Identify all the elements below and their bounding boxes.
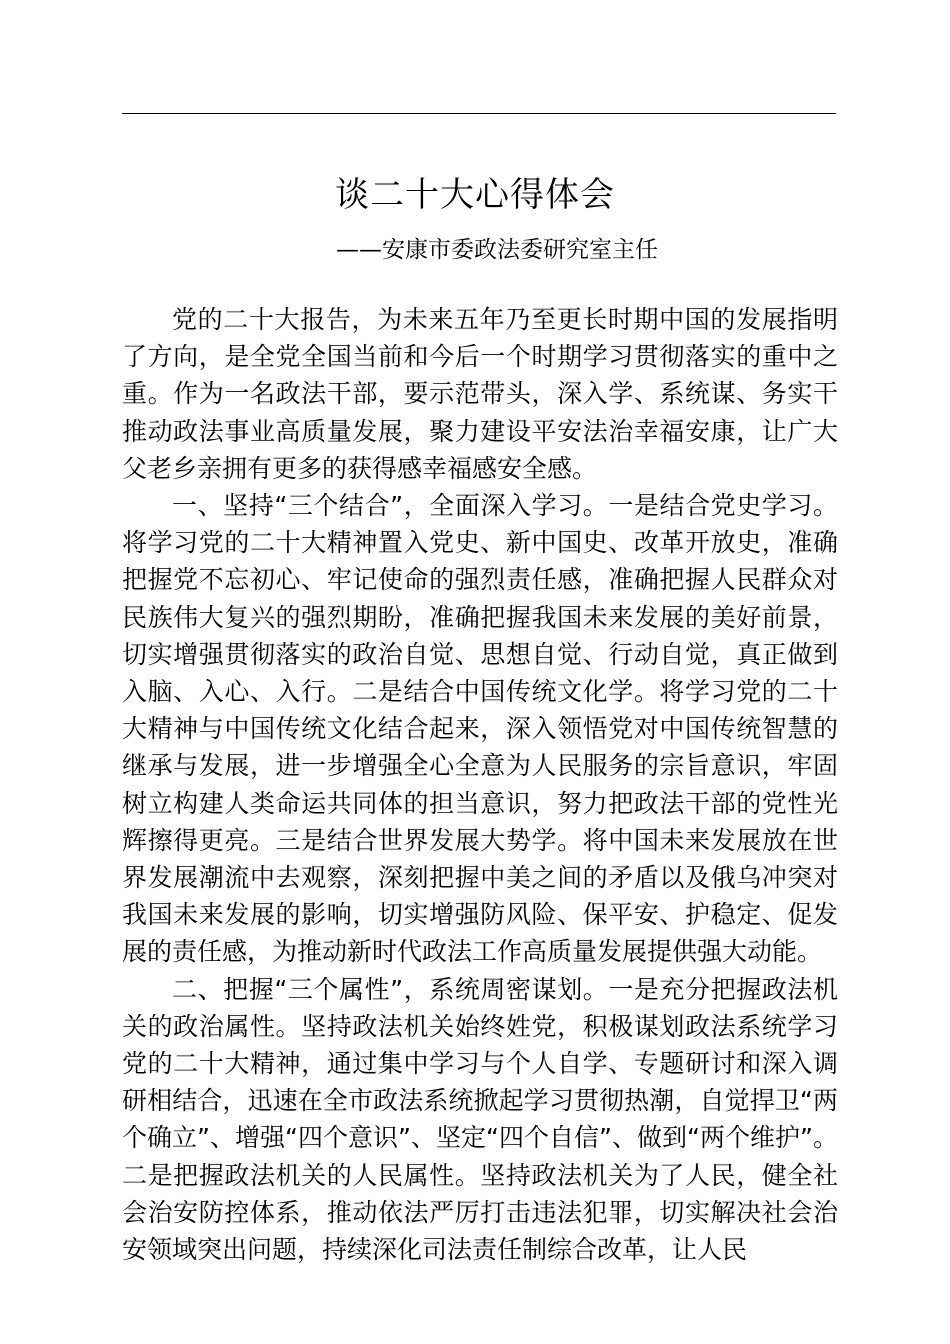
document-title: 谈二十大心得体会 (335, 175, 615, 215)
paragraph-section-one: 一、坚持“三个结合”，全面深入学习。一是结合党史学习。将学习党的二十大精神置入党史、新中国史、改革开放史，准确把握党不忘初心、牢记使命的强烈责任感，准确把握人民群众对民族伟大复兴的强烈期盼，准确把握我国未来发展的美好前景，切实增强贯彻落实的政治自觉、思想自觉、行动自觉，真正做到入脑、入心、入行。二是结合中国传统文化学。将学习党的二十大精神与中国传统文化结合起来，深入领悟党对中国传统智慧的继承与发展，进一步增强全心全意为人民服务的宗旨意识，牢固树立构建人类命运共同体的担当意识，努力把政法干部的党性光辉擦得更亮。三是结合世界发展大势学。将中国未来发展放在世界发展潮流中去观察，深刻把握中美之间的矛盾以及俄乌冲突对我国未来发展的影响，切实增强防风险、保平安、护稳定、促发展的责任感，为推动新时代政法工作高质量发展提供强大动能。 (122, 491, 838, 967)
header-rule (122, 113, 836, 114)
document-body (122, 301, 838, 1268)
document-subtitle: ——安康市委政法委研究室主任 (336, 237, 658, 263)
paragraph-intro: 党的二十大报告，为未来五年乃至更长时期中国的发展指明了方向，是全党全国当前和今后一个时期学习贯彻落实的重中之重。作为一名政法干部，要示范带头，深入学、系统谋、务实干推动政法事业高质量发展，聚力建设平安法治幸福安康，让广大父老乡亲拥有更多的获得感幸福感安全感。 (122, 305, 838, 483)
paragraph-section-two: 二、把握“三个属性”，系统周密谋划。一是充分把握政法机关的政治属性。坚持政法机关始终姓党，积极谋划政法系统学习党的二十大精神，通过集中学习与个人自学、专题研讨和深入调研相结合，迅速在全市政法系统掀起学习贯彻热潮，自觉捍卫“两个确立”、增强“四个意识”、坚定“四个自信”、做到“两个维护”。二是把握政法机关的人民属性。坚持政法机关为了人民，健全社会治安防控体系，推动依法严厉打击违法犯罪，切实解决社会治安领域突出问题，持续深化司法责任制综合改革，让人民 (122, 974, 838, 1265)
